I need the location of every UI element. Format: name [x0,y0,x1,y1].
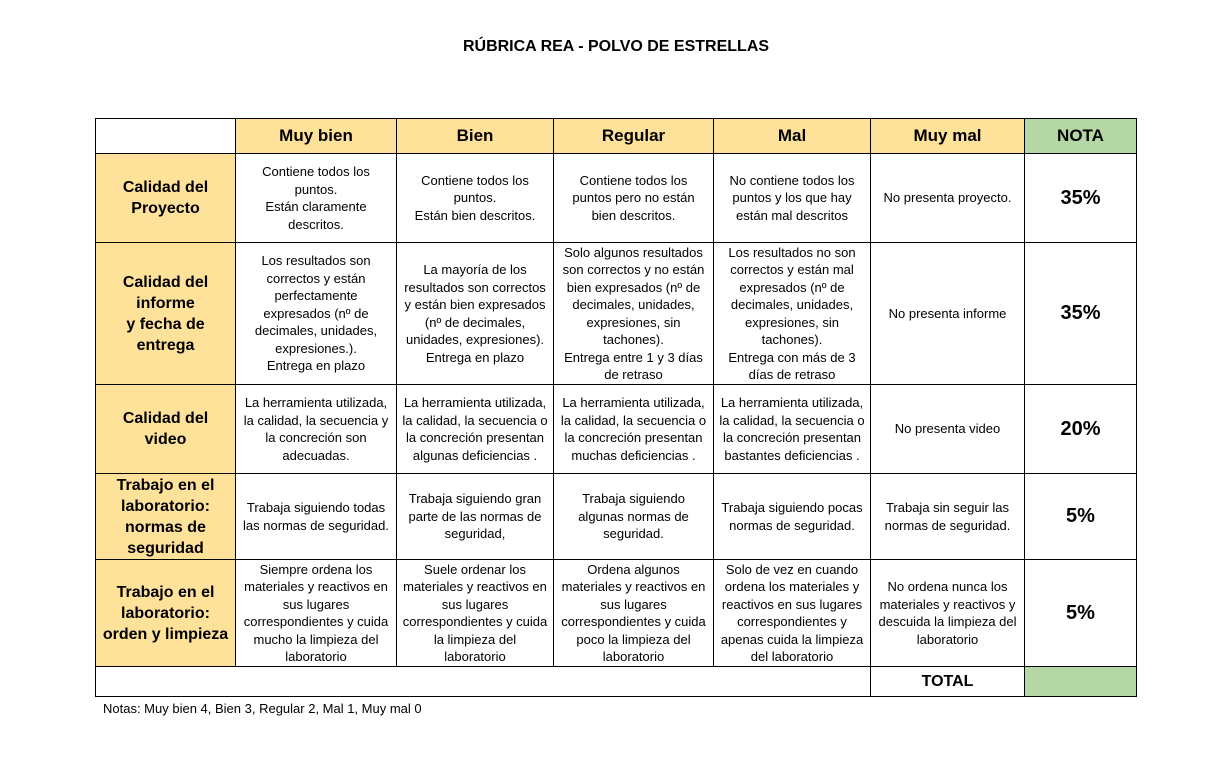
header-bien: Bien [397,119,554,154]
cell-mal: Los resultados no son correctos y están mal expresados (nº de decimales, unidades, expresiones, sin tachones). Entrega con más de 3 días de retraso [714,243,871,385]
cell-regular: La herramienta utilizada, la calidad, la secuencia o la concreción presentan muchas deficiencias . [554,385,714,474]
cell-bien: La mayoría de los resultados son correctos y están bien expresados (nº de decimales, unidades, expresiones). Entrega en plazo [397,243,554,385]
cell-regular: Solo algunos resultados son correctos y no están bien expresados (nº de decimales, unidades, expresiones, sin tachones). Entrega entre 1 y 3 días de retraso [554,243,714,385]
total-label: TOTAL [871,667,1025,697]
total-blank [96,667,871,697]
cell-text: Contiene todos los puntos. Están claramente descritos. [262,164,370,232]
cell-muy-mal: No ordena nunca los materiales y reactivos y descuida la limpieza del laboratorio [871,560,1025,667]
header-corner [96,119,236,154]
cell-muy-mal: Trabaja sin seguir las normas de seguridad. [871,474,1025,560]
cell-mal: Solo de vez en cuando ordena los materiales y reactivos en sus lugares correspondientes y apenas cuida la limpieza del laboratorio [714,560,871,667]
nota-value: 35% [1025,154,1137,243]
cell-bien: La herramienta utilizada, la calidad, la secuencia o la concreción presentan algunas deficiencias . [397,385,554,474]
table-row [96,560,1137,667]
nota-value: 5% [1025,560,1137,667]
cell-muy-mal: No presenta informe [871,243,1025,385]
criterion-cell [96,385,236,474]
cell-regular [554,474,714,560]
cell-bien: Suele ordenar los materiales y reactivos en sus lugares correspondientes y cuida la limpieza del laboratorio [397,560,554,667]
header-row [96,119,1137,154]
cell-text: No contiene todos los puntos y los que hay están mal descritos [729,172,855,223]
nota-value: 5% [1025,474,1137,560]
cell-mal: La herramienta utilizada, la calidad, la secuencia o la concreción presentan bastantes deficiencias . [714,385,871,474]
cell-muy-mal: No presenta proyecto. [871,154,1025,243]
criterion-cell [96,154,236,243]
table-row [96,385,1137,474]
cell-bien [397,154,554,243]
cell-mal: Trabaja siguiendo pocas normas de seguridad. [714,474,871,560]
header-muy-bien: Muy bien [236,119,397,154]
nota-value: 20% [1025,385,1137,474]
cell-text: Contiene todos los puntos. Están bien descritos. [414,172,536,223]
rubric-table [95,118,1137,697]
cell-mal [714,154,871,243]
table-row [96,243,1137,385]
criterion-cell: Trabajo en el laboratorio: normas de seguridad [96,474,236,560]
header-muy-mal: Muy mal [871,119,1025,154]
table-row [96,474,1137,560]
cell-regular [554,154,714,243]
total-value [1025,667,1137,697]
criterion-label: Calidad del Proyecto [122,179,209,217]
grading-notes: Notas: Muy bien 4, Bien 3, Regular 2, Mal 1, Muy mal 0 [103,701,422,716]
header-regular: Regular [554,119,714,154]
page-title: RÚBRICA REA - POLVO DE ESTRELLAS [462,38,770,55]
table-row [96,154,1137,243]
header-mal: Mal [714,119,871,154]
cell-muy-bien: Siempre ordena los materiales y reactivos en sus lugares correspondientes y cuida mucho la limpieza del laboratorio [236,560,397,667]
cell-text: Contiene todos los puntos pero no están bien descritos. [572,172,695,223]
cell-muy-bien [236,154,397,243]
criterion-cell: Calidad del informe y fecha de entrega [96,243,236,385]
cell-bien: Trabaja siguiendo gran parte de las normas de seguridad, [397,474,554,560]
cell-regular: Ordena algunos materiales y reactivos en sus lugares correspondientes y cuida poco la limpieza del laboratorio [554,560,714,667]
cell-text: Trabaja siguiendo algunas normas de seguridad. [578,491,689,542]
cell-muy-bien: Los resultados son correctos y están perfectamente expresados (nº de decimales, unidades, expresiones.). Entrega en plazo [236,243,397,385]
cell-muy-bien: La herramienta utilizada, la calidad, la secuencia y la concreción son adecuadas. [236,385,397,474]
nota-value: 35% [1025,243,1137,385]
criterion-label: Calidad del video [122,410,209,448]
cell-muy-mal: No presenta video [871,385,1025,474]
cell-muy-bien: Trabaja siguiendo todas las normas de seguridad. [236,474,397,560]
header-nota: NOTA [1025,119,1137,154]
total-row [96,667,1137,697]
criterion-cell: Trabajo en el laboratorio: orden y limpieza [96,560,236,667]
